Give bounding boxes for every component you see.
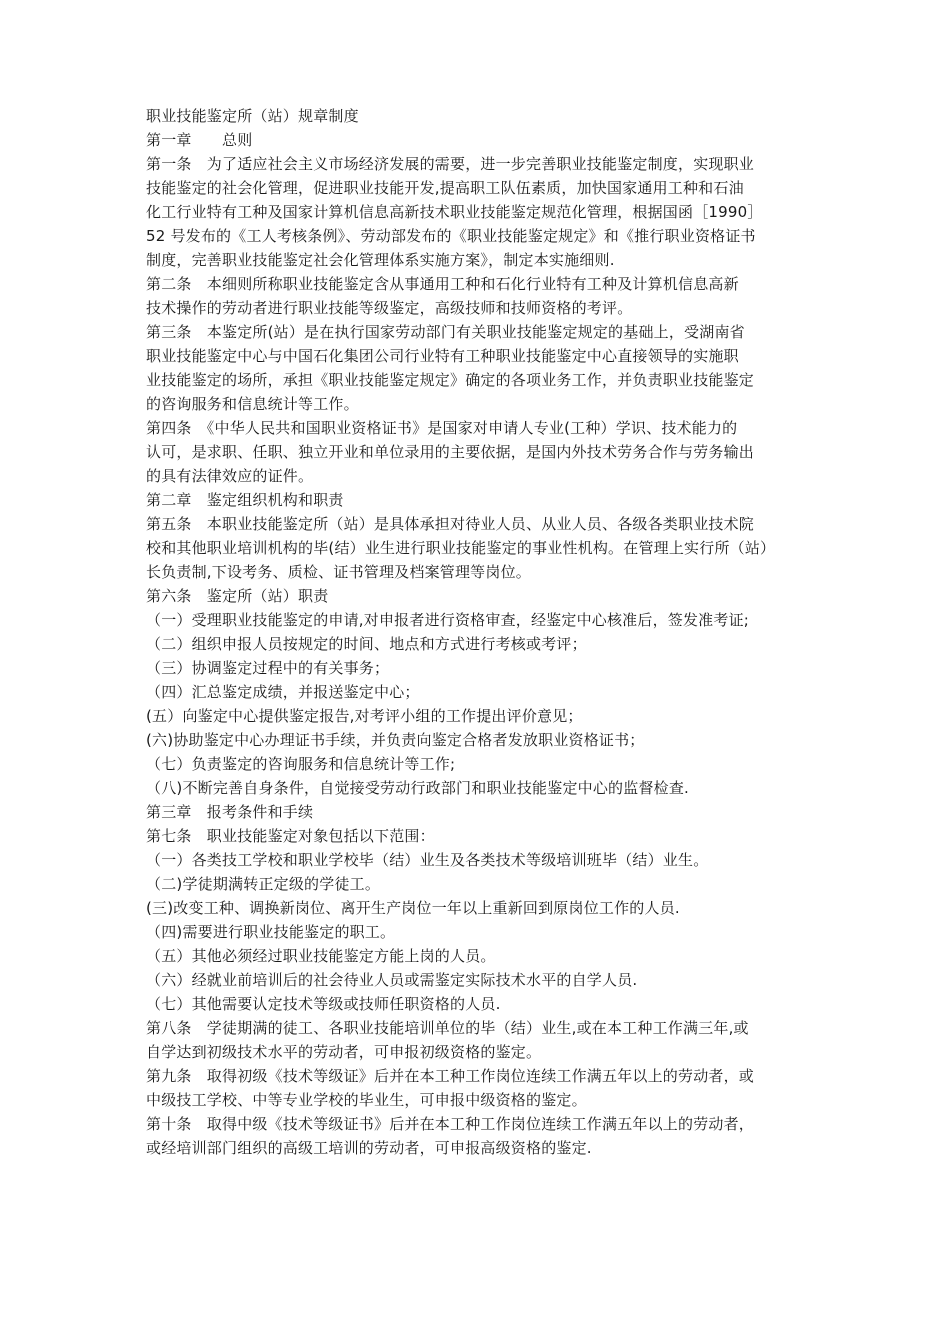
document-line: 认可，是求职、任职、独立开业和单位录用的主要依据，是国内外技术劳务合作与劳务输出 xyxy=(146,443,755,461)
document-line: 第五条 本职业技能鉴定所（站）是具体承担对待业人员、从业人员、各级各类职业技术院 xyxy=(146,515,755,533)
document-page xyxy=(146,104,814,1160)
document-line: （七）负责鉴定的咨询服务和信息统计等工作; xyxy=(146,755,456,773)
document-line: 第六条 鉴定所（站）职责 xyxy=(146,587,329,605)
document-body xyxy=(146,128,814,1160)
document-line: 第一条 为了适应社会主义市场经济发展的需要，进一步完善职业技能鉴定制度，实现职业 xyxy=(146,155,755,173)
document-line: 第二章 鉴定组织机构和职责 xyxy=(146,491,344,509)
document-line: (六)协助鉴定中心办理证书手续，并负责向鉴定合格者发放职业资格证书； xyxy=(146,731,645,749)
document-line: 第十条 取得中级《技术等级证书》后并在本工种工作岗位连续工作满五年以上的劳动者， xyxy=(146,1115,755,1133)
document-line: 职业技能鉴定中心与中国石化集团公司行业特有工种职业技能鉴定中心直接领导的实施职 xyxy=(146,347,739,365)
document-line: （六）经就业前培训后的社会待业人员或需鉴定实际技术水平的自学人员. xyxy=(146,971,638,989)
document-line: （四）汇总鉴定成绩，并报送鉴定中心； xyxy=(146,683,420,701)
document-line: 52 号发布的《工人考核条例》、劳动部发布的《职业技能鉴定规定》和《推行职业资格证书 xyxy=(146,227,756,245)
document-line: 第二条 本细则所称职业技能鉴定含从事通用工种和石化行业特有工种及计算机信息高新 xyxy=(146,275,739,293)
document-line: 化工行业特有工种及国家计算机信息高新技术职业技能鉴定规范化管理，根据国函［1990］ xyxy=(146,203,763,221)
document-line: （七）其他需要认定技术等级或技师任职资格的人员. xyxy=(146,995,501,1013)
document-line: 校和其他职业培训机构的毕(结）业生进行职业技能鉴定的事业性机构。在管理上实行所（站） xyxy=(146,539,776,557)
document-line: （三）协调鉴定过程中的有关事务； xyxy=(146,659,390,677)
document-line: 技术操作的劳动者进行职业技能等级鉴定，高级技师和技师资格的考评。 xyxy=(146,299,633,317)
document-line: 中级技工学校、中等专业学校的毕业生，可申报中级资格的鉴定。 xyxy=(146,1091,587,1109)
document-line: 制度，完善职业技能鉴定社会化管理体系实施方案》，制定本实施细则. xyxy=(146,251,615,269)
document-line: 业技能鉴定的场所，承担《职业技能鉴定规定》确定的各项业务工作，并负责职业技能鉴定 xyxy=(146,371,755,389)
document-line: 技能鉴定的社会化管理，促进职业技能开发,提高职工队伍素质，加快国家通用工种和石油 xyxy=(146,179,744,197)
document-line: 第七条 职业技能鉴定对象包括以下范围： xyxy=(146,827,435,845)
document-line: 第八条 学徒期满的徒工、各职业技能培训单位的毕（结）业生,或在本工种工作满三年,或 xyxy=(146,1019,749,1037)
document-line: （一）各类技工学校和职业学校毕（结）业生及各类技术等级培训班毕（结）业生。 xyxy=(146,851,709,869)
document-line: 第三条 本鉴定所(站）是在执行国家劳动部门有关职业技能鉴定规定的基础上，受湖南省 xyxy=(146,323,745,341)
document-line: 第一章 总则 xyxy=(146,131,253,149)
document-line: 的咨询服务和信息统计等工作。 xyxy=(146,395,359,413)
document-line: （二)学徒期满转正定级的学徒工。 xyxy=(146,875,381,893)
document-line: 或经培训部门组织的高级工培训的劳动者，可申报高级资格的鉴定. xyxy=(146,1139,592,1157)
document-title: 职业技能鉴定所（站）规章制度 xyxy=(146,107,359,125)
document-line: 的具有法律效应的证件。 xyxy=(146,467,314,485)
document-line: （八)不断完善自身条件，自觉接受劳动行政部门和职业技能鉴定中心的监督检查. xyxy=(146,779,690,797)
document-line: 长负责制,下设考务、质检、证书管理及档案管理等岗位。 xyxy=(146,563,531,581)
document-line: 自学达到初级技术水平的劳动者，可申报初级资格的鉴定。 xyxy=(146,1043,542,1061)
document-line: 第九条 取得初级《技术等级证》后并在本工种工作岗位连续工作满五年以上的劳动者，或 xyxy=(146,1067,755,1085)
document-line: （四)需要进行职业技能鉴定的职工。 xyxy=(146,923,396,941)
document-line: (五）向鉴定中心提供鉴定报告,对考评小组的工作提出评价意见； xyxy=(146,707,583,725)
document-line: （二）组织申报人员按规定的时间、地点和方式进行考核或考评； xyxy=(146,635,587,653)
document-line: 第四条 《中华人民共和国职业资格证书》是国家对申请人专业(工种）学识、技术能力的 xyxy=(146,419,738,437)
document-line: 第三章 报考条件和手续 xyxy=(146,803,314,821)
document-line: （五）其他必须经过职业技能鉴定方能上岗的人员。 xyxy=(146,947,496,965)
document-line: (三)改变工种、调换新岗位、离开生产岗位一年以上重新回到原岗位工作的人员. xyxy=(146,899,680,917)
document-line: （一）受理职业技能鉴定的申请,对申报者进行资格审查，经鉴定中心核准后，签发准考证; xyxy=(146,611,750,629)
